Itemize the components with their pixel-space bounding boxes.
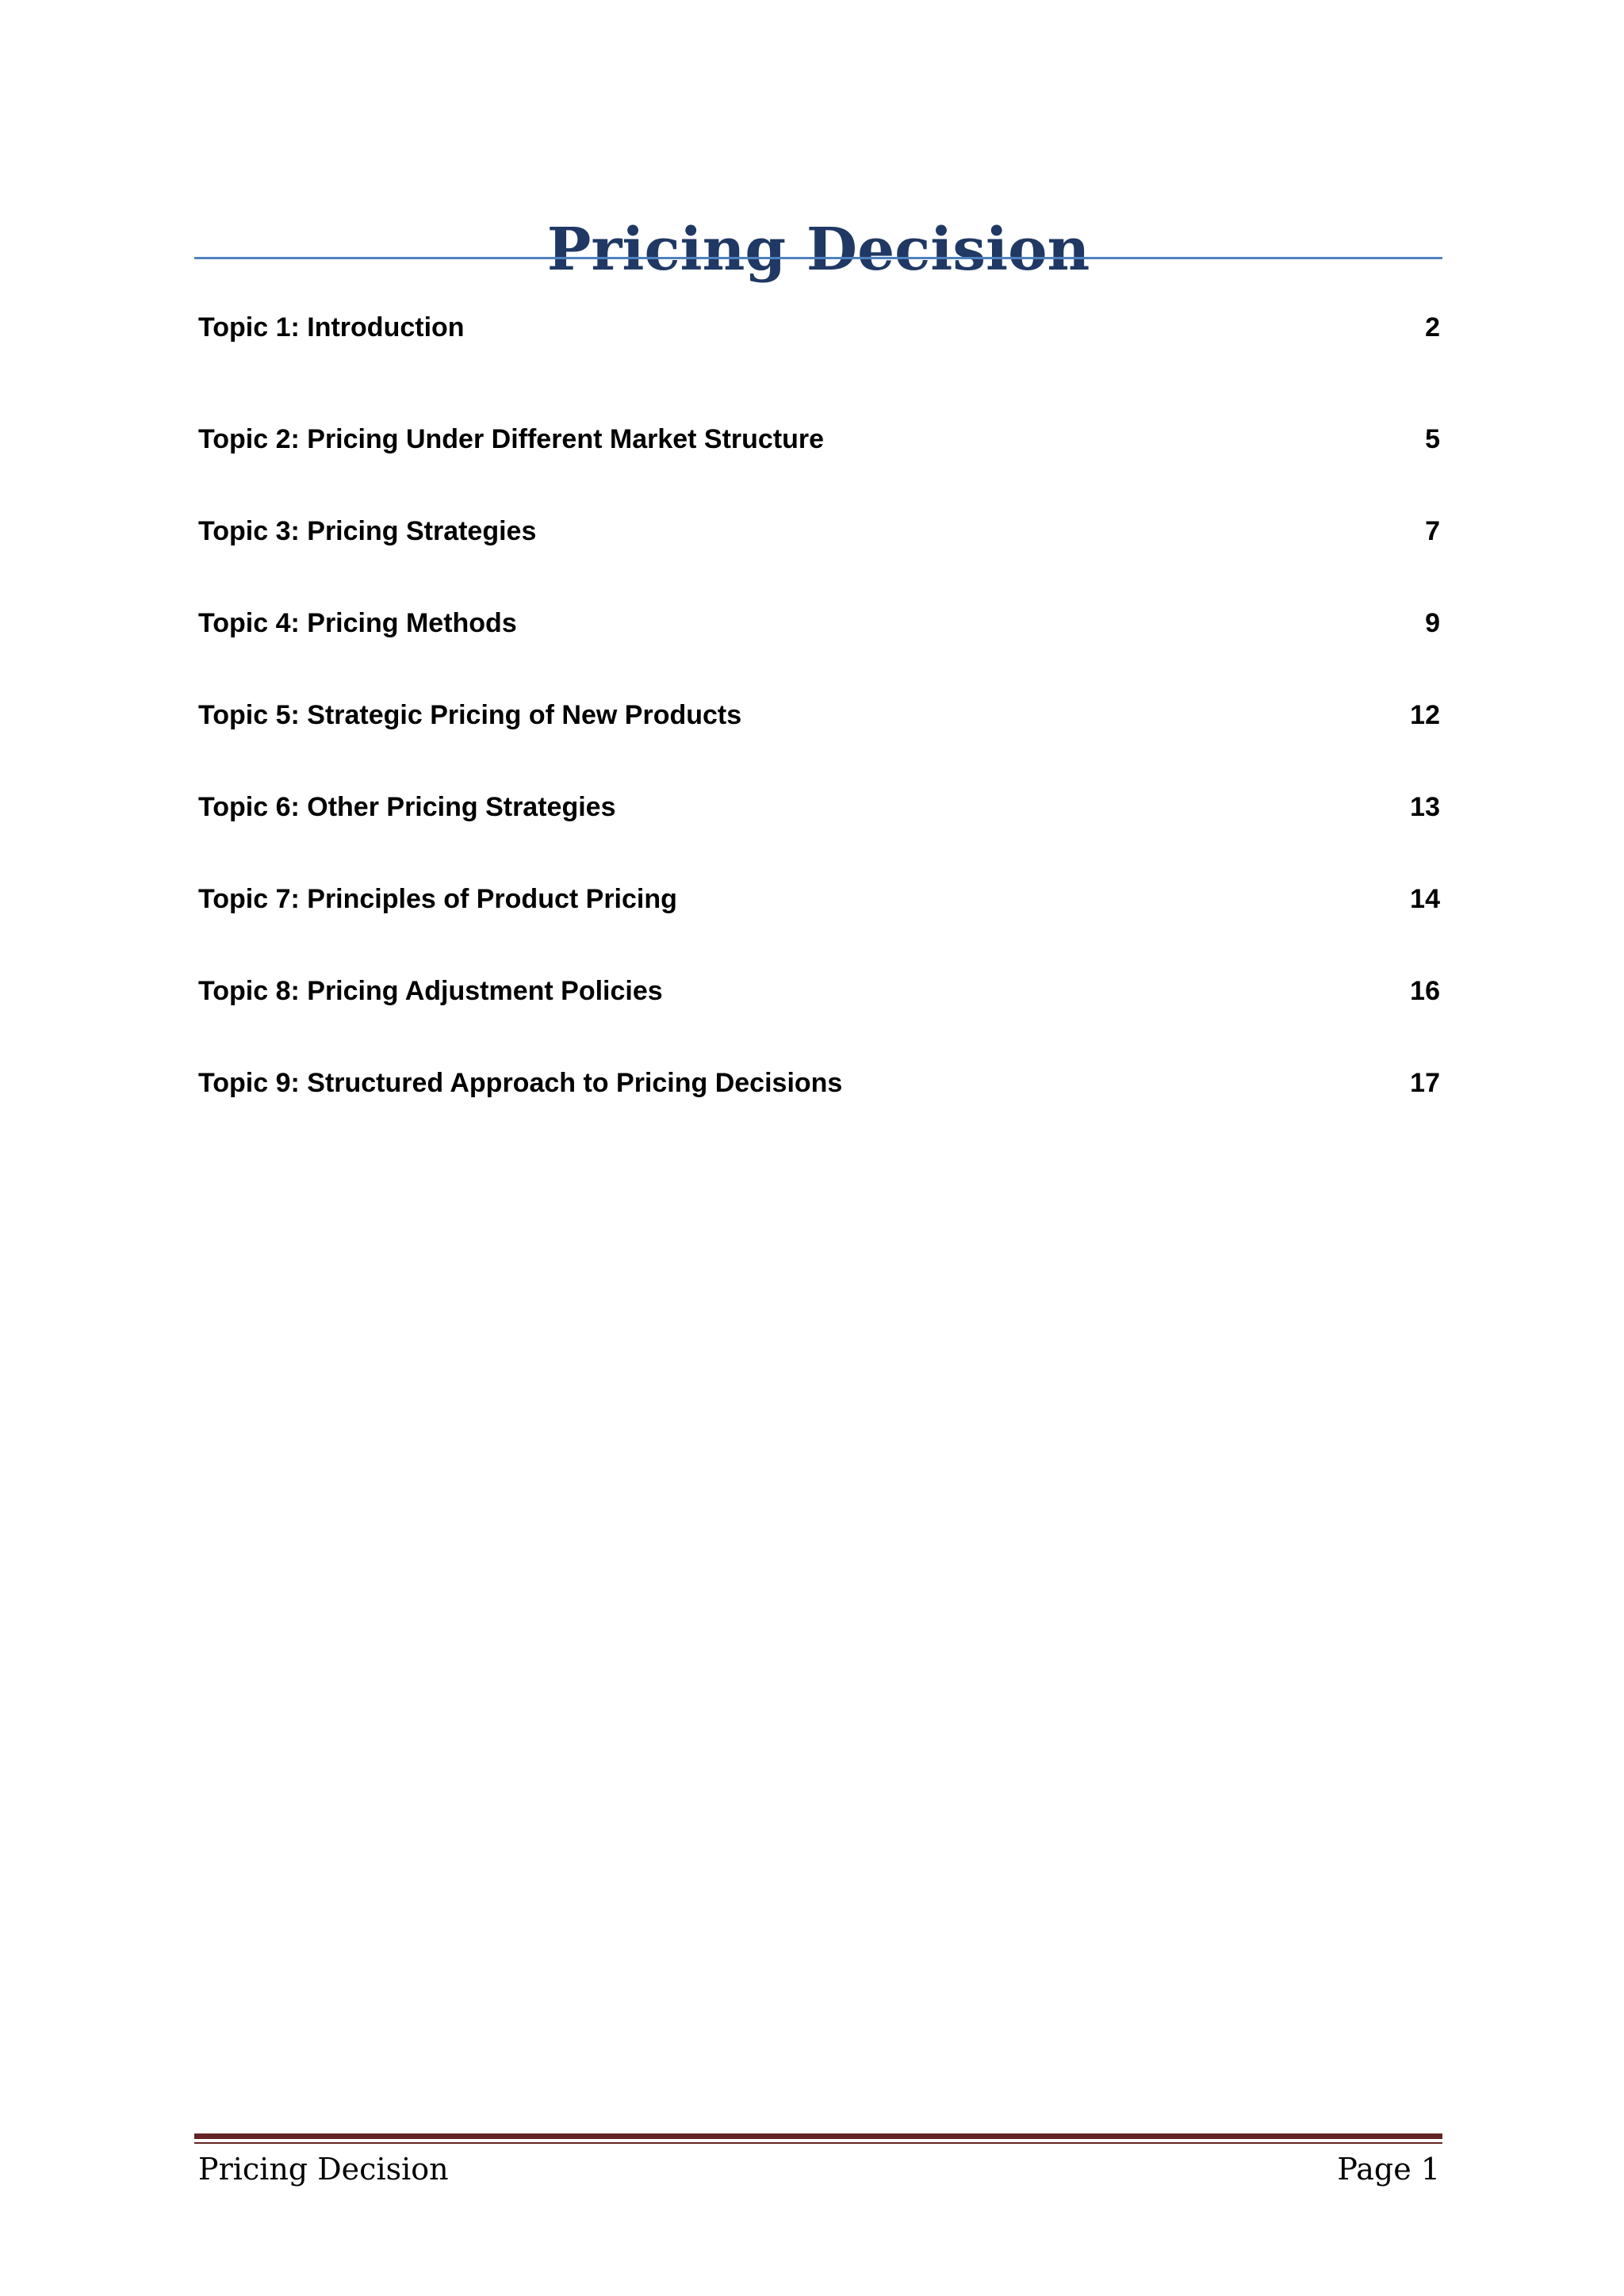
toc-entry-page: 7 [1425, 515, 1440, 546]
toc-entry-1[interactable] [198, 301, 1440, 354]
toc-entry-page: 5 [1425, 423, 1440, 454]
page-title: Pricing Decision [546, 215, 1090, 284]
toc-entry-label: Topic 7: Principles of Product Pricing [198, 883, 677, 914]
toc-entry-4[interactable] [198, 577, 1440, 669]
toc-entry-page: 17 [1410, 1067, 1440, 1098]
toc-entry-label: Topic 8: Pricing Adjustment Policies [198, 975, 663, 1006]
toc-entry-label: Topic 2: Pricing Under Different Market Structure [198, 423, 825, 454]
toc-entry-2[interactable] [198, 393, 1440, 485]
toc-entry-label: Topic 4: Pricing Methods [198, 607, 517, 638]
footer-rule-thin [194, 2142, 1442, 2144]
toc-entry-label: Topic 1: Introduction [198, 312, 465, 342]
toc-entry-7[interactable] [198, 853, 1440, 945]
table-of-contents [198, 301, 1440, 1129]
toc-entry-page: 2 [1425, 312, 1440, 342]
toc-entry-label: Topic 9: Structured Approach to Pricing Decisions [198, 1067, 843, 1098]
toc-entry-page: 13 [1410, 791, 1440, 822]
page-footer [198, 2147, 1440, 2191]
toc-entry-label: Topic 6: Other Pricing Strategies [198, 791, 616, 822]
toc-entry-5[interactable] [198, 669, 1440, 761]
toc-entry-label: Topic 3: Pricing Strategies [198, 515, 537, 546]
title-underline [194, 257, 1442, 259]
toc-entry-3[interactable] [198, 485, 1440, 577]
toc-entry-page: 14 [1410, 883, 1440, 914]
toc-entry-label: Topic 5: Strategic Pricing of New Products [198, 699, 742, 730]
toc-entry-6[interactable] [198, 761, 1440, 853]
footer-document-title: Pricing Decision [198, 2152, 449, 2187]
toc-entry-8[interactable] [198, 945, 1440, 1037]
toc-entry-page: 16 [1410, 975, 1440, 1006]
toc-entry-page: 9 [1425, 607, 1440, 638]
toc-entry-page: 12 [1410, 699, 1440, 730]
toc-entry-9[interactable] [198, 1037, 1440, 1129]
footer-rule-thick [194, 2133, 1442, 2139]
footer-page-number: Page 1 [1337, 2152, 1440, 2187]
